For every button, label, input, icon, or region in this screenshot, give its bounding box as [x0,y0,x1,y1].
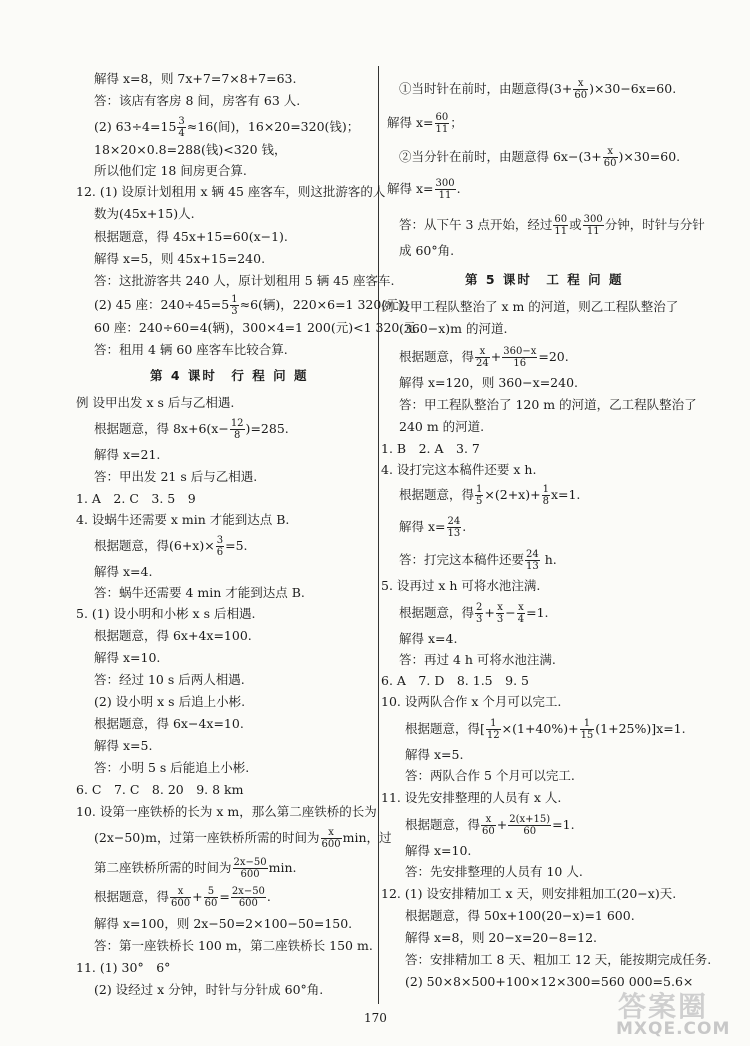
page-number: 170 [364,1011,387,1025]
text-line: (2x−50)m，过第一座铁桥所需的时间为 $\frac{x}{600}$ min，过 [94,827,392,850]
text-line: 解得 x=8，则 7x+7=7×8+7=63. [94,71,297,86]
text-line: 根据题意，得 50x+100(20−x)=1 600. [405,908,635,923]
text-line: (2) 设小明 x s 后追上小彬. [94,694,246,709]
text-line: 12. (1) 设原计划租用 x 辆 45 座客车，则这批游客的人 [76,184,386,199]
watermark [612,985,732,1040]
text-line: 解得 x=8，则 20−x=20−8=12. [405,930,598,945]
text-line: 例 设甲工程队整治了 x m 的河道，则乙工程队整治了 [381,299,679,314]
text-line: 根据题意，得 8x+6(x− $\frac{12}{8}$ )=285. [94,418,289,441]
text-line: 第二座铁桥所需的时间为 $\frac{2x-50}{600}$ min. [94,857,297,880]
text-line: 18×20×0.8=288(钱)<320 钱， [94,142,287,157]
text-line: 240 m 的河道. [399,419,485,434]
text-line: 答：安排精加工 8 天、粗加工 12 天，能按期完成任务. [405,952,712,967]
text-line: 数为(45x+15)人. [94,206,195,221]
text-line: 解得 x=4. [399,631,458,646]
text-line: 1. A 2. C 3. 5 9 [76,491,196,506]
watermark-url: MXQE.COM [616,1019,731,1039]
text-line: 6. C 7. C 8. 20 9. 8 km [76,782,244,797]
text-line: 解得 x= $\frac{60}{11}$ ； [387,112,463,135]
text-line: 解得 x=5. [94,738,153,753]
text-line: 5. 设再过 x h 可将水池注满. [381,578,541,593]
text-line: 答：再过 4 h 可将水池注满. [399,652,556,667]
text-line: 例 设甲出发 x s 后与乙相遇. [76,395,235,410]
text-line: ②当分针在前时，由题意得 6x−(3+ $\frac{x}{60}$ )×30=60. [399,146,681,169]
text-line: 答：这批游客共 240 人，原计划租用 5 辆 45 座客车. [94,273,395,288]
text-line: (360−x)m 的河道. [399,321,508,336]
section-heading: 第 5 课时 工 程 问 题 [465,272,624,287]
text-line: 答：第一座铁桥长 100 m，第二座铁桥长 150 m. [94,938,373,953]
column-divider [378,66,379,1004]
text-line: 11. (1) 30° 6° [76,960,171,975]
text-line: 根据题意，得 $\frac{2}{3}$ + $\frac{x}{3}$ − $\frac{x}{4}$ =1. [399,602,549,625]
text-line: 根据题意，得 $\frac{x}{600}$ + $\frac{5}{60}$ = $\frac{2x-50}{600}$ . [94,886,271,909]
text-line: (2) 63÷4=15 $\frac{3}{4}$ ≈16(间)，16×20=320(钱)； [94,116,360,139]
text-line: 答：租用 4 辆 60 座客车比较合算. [94,342,288,357]
text-line: 根据题意，得 $\frac{x}{60}$ + $\frac{2(x+15)}{60}$ =1. [405,814,575,837]
text-line: 解得 x=4. [94,564,153,579]
text-line: 5. (1) 设小明和小彬 x s 后相遇. [76,606,256,621]
text-line: 解得 x=10. [405,843,472,858]
text-line: 根据题意，得[ $\frac{1}{12}$ ×(1+40%)+ $\frac{1}{15}$ (1+25%)]x=1. [405,718,686,741]
text-line: 解得 x=5，则 45x+15=240. [94,251,266,266]
text-line: 11. 设先安排整理的人员有 x 人. [381,790,562,805]
text-line: 解得 x= $\frac{24}{13}$ . [399,516,467,539]
text-line: (2) 设经过 x 分钟，时针与分针成 60°角. [94,982,324,997]
text-line: 答：甲出发 21 s 后与乙相遇. [94,469,258,484]
text-line: 成 60°角. [399,243,455,258]
text-line: 1. B 2. A 3. 7 [381,441,480,456]
text-line: 答：该店有客房 8 间，房客有 63 人. [94,93,301,108]
text-line: 12. (1) 设安排精加工 x 天，则安排粗加工(20−x)天. [381,886,677,901]
text-line: 答：先安排整理的人员有 10 人. [405,864,583,879]
text-line: 根据题意，得 45x+15=60(x−1). [94,229,288,244]
text-line: 6. A 7. D 8. 1.5 9. 5 [381,673,529,688]
text-line: 4. 设蜗牛还需要 x min 才能到达点 B. [76,512,290,527]
section-heading: 第 4 课时 行 程 问 题 [150,368,309,383]
text-line: 根据题意，得(6+x)× $\frac{3}{6}$ =5. [94,535,248,558]
text-line: 答：蜗牛还需要 4 min 才能到达点 B. [94,585,305,600]
text-line: 解得 x=120，则 360−x=240. [399,375,579,390]
text-line: 4. 设打完这本稿件还要 x h. [381,462,537,477]
text-line: 解得 x=21. [94,447,161,462]
text-line: (2) 50×8×500+100×12×300=560 000=5.6× [405,974,694,989]
text-line: 答：打完这本稿件还要 $\frac{24}{13}$ h. [399,549,557,572]
text-line: 根据题意，得 $\frac{1}{5}$ ×(2+x)+ $\frac{1}{8}$ x=1. [399,484,581,507]
text-line: 答：小明 5 s 后能追上小彬. [94,760,250,775]
text-line: 解得 x=100，则 2x−50=2×100−50=150. [94,916,353,931]
text-line: 答：从下午 3 点开始，经过 $\frac{60}{11}$ 或 $\frac{300}{11}$ 分钟，时针与分针 [399,214,705,237]
watermark-logo: 答案圈 [618,990,709,1023]
text-line: 答：两队合作 5 个月可以完工. [405,768,575,783]
text-line: 解得 x= $\frac{300}{11}$ . [387,178,461,201]
text-line: 答：经过 10 s 后两人相遇. [94,672,245,687]
text-line: (2) 45 座：240÷45=5 $\frac{1}{3}$ ≈6(辆)，220×6=1 320(元)； [94,294,417,317]
text-line: 解得 x=5. [405,747,464,762]
text-line: 解得 x=10. [94,650,161,665]
text-line: 根据题意，得 $\frac{x}{24}$ + $\frac{360-x}{16}$ =20. [399,346,569,369]
text-line: 根据题意，得 6x−4x=10. [94,716,244,731]
text-line: 根据题意，得 6x+4x=100. [94,628,252,643]
text-line: ①当时针在前时，由题意得(3+ $\frac{x}{60}$ )×30−6x=60. [399,78,677,101]
text-line: 10. 设两队合作 x 个月可以完工. [381,694,562,709]
text-line: 答：甲工程队整治了 120 m 的河道，乙工程队整治了 [399,397,697,412]
text-line: 10. 设第一座铁桥的长为 x m，那么第二座铁桥的长为 [76,804,377,819]
text-line: 所以他们定 18 间房更合算. [94,163,247,178]
text-line: 60 座：240÷60=4(辆)，300×4=1 200(元)<1 320 元. [94,320,420,335]
